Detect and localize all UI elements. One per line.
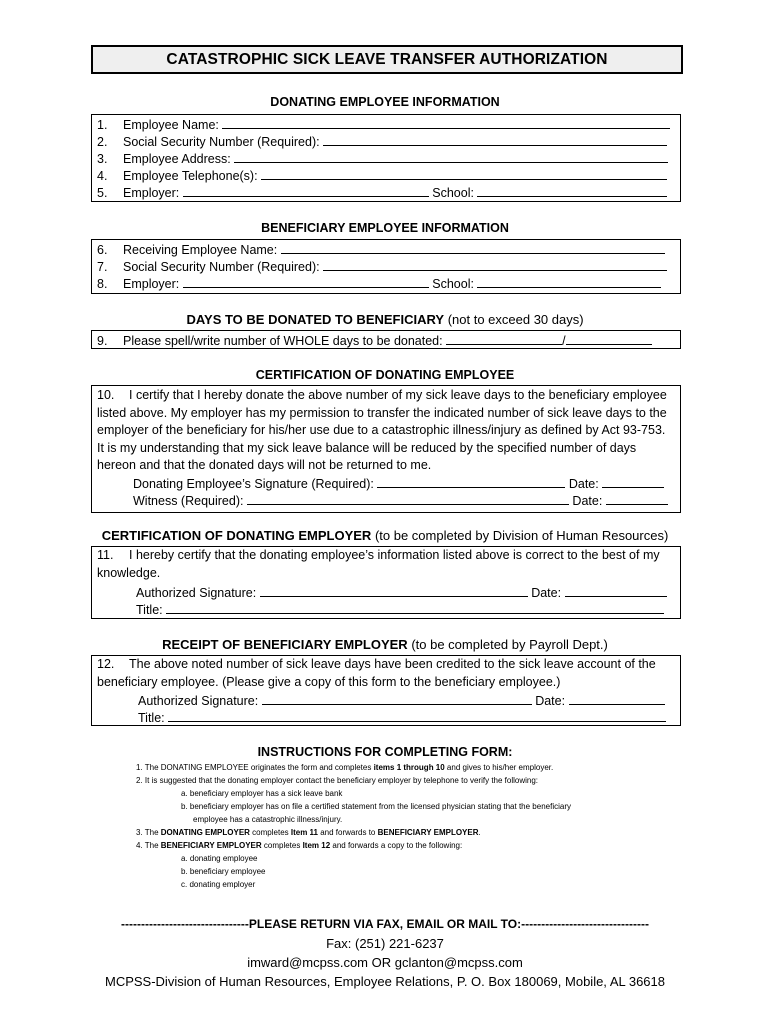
beneficiary-school-line[interactable]: [477, 274, 661, 288]
instruction-2a: a. beneficiary employer has a sick leave bank: [181, 789, 343, 798]
field-beneficiary-ssn[interactable]: 7. Social Security Number (Required):: [97, 257, 667, 276]
instructions-heading: INSTRUCTIONS FOR COMPLETING FORM:: [257, 745, 513, 759]
field-employer-title[interactable]: Title:: [136, 600, 664, 619]
mailing-address: MCPSS-Division of Human Resources, Employee Relations, P. O. Box 180069, Mobile, AL 36618: [104, 974, 665, 989]
school-line[interactable]: [477, 183, 667, 197]
field-donor-signature[interactable]: Donating Employee’s Signature (Required): Date:: [133, 474, 664, 493]
donor-signature-line[interactable]: [377, 474, 565, 488]
field-days-donated[interactable]: 9. Please spell/write number of WHOLE days to be donated: /: [97, 331, 652, 350]
beneficiary-employer-line[interactable]: [183, 274, 429, 288]
field-receipt-title[interactable]: Title:: [138, 708, 666, 727]
field-ssn[interactable]: 2. Social Security Number (Required):: [97, 132, 667, 151]
employer-signature-line[interactable]: [260, 583, 528, 597]
beneficiary-ssn-line[interactable]: [323, 257, 667, 271]
instruction-2b: b. beneficiary employer has on file a certified statement from the licensed physician stating that the beneficiary: [181, 802, 571, 811]
instruction-4: 4. The BENEFICIARY EMPLOYER completes Item 12 and forwards a copy to the following:: [136, 841, 463, 850]
form-title: CATASTROPHIC SICK LEAVE TRANSFER AUTHORIZATION: [166, 50, 608, 68]
days-number-line[interactable]: [566, 331, 652, 345]
form-title-box: [91, 45, 683, 74]
employee-name-line[interactable]: [222, 115, 670, 129]
employee-address-line[interactable]: [234, 149, 668, 163]
instruction-3: 3. The DONATING EMPLOYER completes Item 11 and forwards to BENEFICIARY EMPLOYER.: [136, 828, 481, 837]
field-employee-telephone[interactable]: 4. Employee Telephone(s):: [97, 166, 667, 185]
employer-title-line[interactable]: [166, 600, 664, 614]
instruction-4c: c. donating employer: [181, 880, 256, 889]
instruction-1: 1. The DONATING EMPLOYEE originates the form and completes items 1 through 10 and gives to his/her employer.: [136, 763, 554, 772]
instruction-4b: b. beneficiary employee: [181, 867, 266, 876]
beneficiary-heading: BENEFICIARY EMPLOYEE INFORMATION: [261, 221, 509, 235]
receipt-title-line[interactable]: [168, 708, 666, 722]
employee-telephone-line[interactable]: [261, 166, 667, 180]
receipt-text: 12. The above noted number of sick leave days have been credited to the sick leave account of the beneficiary employee. (Please give a copy of this form to the beneficiary employee.): [97, 657, 656, 689]
cert-employee-heading: CERTIFICATION OF DONATING EMPLOYEE: [255, 368, 515, 382]
cert-employer-text: 11. I hereby certify that the donating employee’s information listed above is correct to the best of my knowledge.: [97, 548, 660, 580]
witness-date-line[interactable]: [606, 491, 668, 505]
cert-employee-text: 10. I certify that I hereby donate the above number of my sick leave days to the beneficiary employee listed above. My employer has my permission to transfer the indicated number of sick leave days to the employer of the beneficiary for his/her use due to a catastrophic illness/injury as defined by Act 93-753. It is my understanding that my sick leave balance will be reduced by the specified number of days hereon and that the donated days will not be returned to me.: [97, 388, 667, 472]
email-contacts[interactable]: imward@mcpss.com OR gclanton@mcpss.com: [247, 955, 523, 970]
employer-line[interactable]: [183, 183, 429, 197]
field-employee-name[interactable]: 1. Employee Name:: [97, 115, 670, 134]
instruction-4a: a. donating employee: [181, 854, 258, 863]
field-witness-signature[interactable]: Witness (Required): Date:: [133, 491, 668, 510]
fax-number: Fax: (251) 221-6237: [326, 936, 444, 951]
days-words-line[interactable]: [446, 331, 562, 345]
ssn-line[interactable]: [323, 132, 667, 146]
cert-employer-heading: CERTIFICATION OF DONATING EMPLOYER (to be completed by Division of Human Resources): [101, 528, 669, 543]
receipt-date-line[interactable]: [569, 691, 665, 705]
field-employee-address[interactable]: 3. Employee Address:: [97, 149, 668, 168]
field-receipt-signature[interactable]: Authorized Signature: Date:: [138, 691, 665, 710]
instruction-2b-cont: employee has a catastrophic illness/injury.: [193, 815, 343, 824]
witness-signature-line[interactable]: [247, 491, 569, 505]
employer-date-line[interactable]: [565, 583, 667, 597]
instruction-2: 2. It is suggested that the donating employer contact the beneficiary employer by telephone to verify the following:: [136, 776, 539, 785]
receipt-heading: RECEIPT OF BENEFICIARY EMPLOYER (to be completed by Payroll Dept.): [162, 637, 608, 652]
field-employer-signature[interactable]: Authorized Signature: Date:: [136, 583, 667, 602]
return-instruction: --------------------------------PLEASE RETURN VIA FAX, EMAIL OR MAIL TO:--------------------------------: [121, 917, 649, 931]
days-heading: DAYS TO BE DONATED TO BENEFICIARY (not to exceed 30 days): [186, 312, 584, 327]
field-receiving-employee-name[interactable]: 6. Receiving Employee Name:: [97, 240, 665, 259]
field-beneficiary-employer-school[interactable]: 8. Employer: School:: [97, 274, 661, 293]
receipt-signature-line[interactable]: [262, 691, 532, 705]
field-employer-school[interactable]: 5. Employer: School:: [97, 183, 667, 202]
receiving-name-line[interactable]: [281, 240, 665, 254]
donor-date-line[interactable]: [602, 474, 664, 488]
donating-heading: DONATING EMPLOYEE INFORMATION: [270, 95, 500, 109]
